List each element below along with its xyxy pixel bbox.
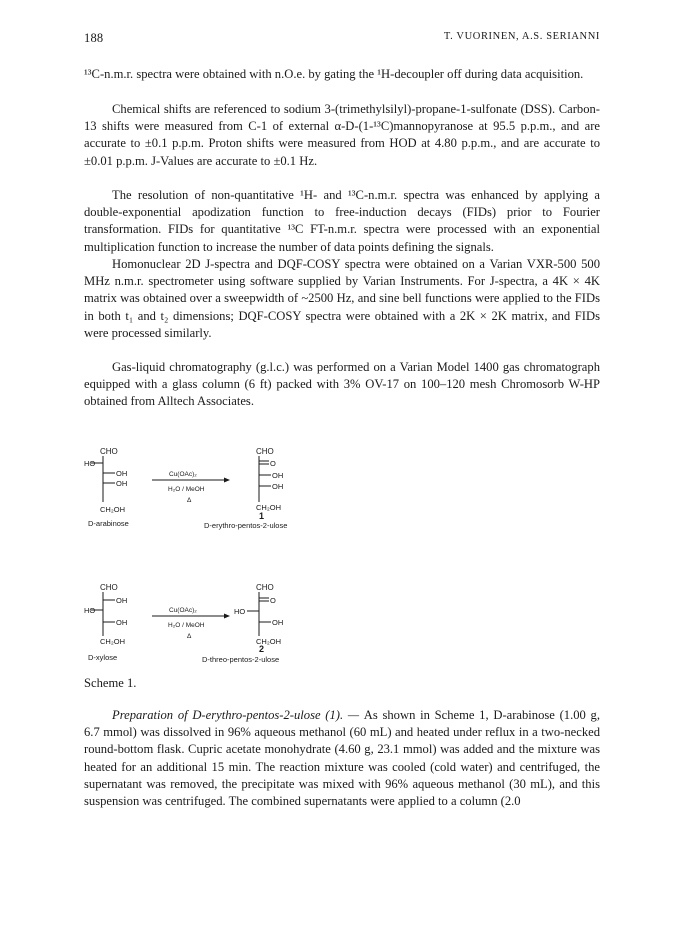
reaction-2-solvent: H₂O / MeOH [168,622,205,629]
d-arabinose-structure [84,447,129,528]
product-1-structure [204,447,287,530]
running-authors: T. VUORINEN, A.S. SERIANNI [443,31,600,42]
paragraph-preparation: Preparation of D-erythro-pentos-2-ulose (1). — As shown in Scheme 1, D-arabinose (1.00 g, 6.7 mmol) was dissolved in 96% aqueous methanol (60 mL) and heated under reflux in a two-necked round-bottom flask. Cupric acetate monohydrate (4.60 g, 23.1 mmol) was added and the mixture was heated for an additional 15 min. The reaction mixture was cooled (cold water) and centrifuged, the supernatant was removed, the precipitate was mixed with 96% aqueous methanol (30 mL), and this suspension was centrifuged. The combined supernatants were applied to a column (2.0 [84,708,601,809]
preparation-heading: Preparation of D-erythro-pentos-2-ulose (1). — [112,708,364,722]
product-2-ho: HO [234,607,246,616]
product-1-carbonyl: O [270,459,276,468]
product-2-bottom-group: CH₂OH [256,637,281,646]
product-2-structure [202,583,283,664]
reaction-1-arrow [152,471,230,504]
reaction-2-reagent: Cu(OAc)₂ [169,607,197,614]
arabinose-bottom-group: CH₂OH [100,505,125,514]
paragraph-chemical-shifts: Chemical shifts are referenced to sodium 3-(trimethylsilyl)-propane-1-sulfonate (DSS). Carbon-13 shifts were measured from C-1 of external α-D-(1-¹³C)mannopyranose at 95.5 p.p.m., and are accurate to ±0.1 p.p.m. Proton shifts were measured from HOD at 4.80 p.p.m., and are accurate to ±0.01 p.p.m. J-Values are accurate to ±0.1 Hz. [84,102,600,168]
xylose-oh-1: OH [116,596,128,605]
product-2-number: 2 [259,644,265,654]
arabinose-name: D-arabinose [88,519,129,528]
product-1-name: D-erythro-pentos-2-ulose [204,521,288,530]
arabinose-oh-2: OH [116,479,128,488]
reaction-1-reagent: Cu(OAc)₂ [169,471,197,478]
product-2-name: D-threo-pentos-2-ulose [202,655,280,664]
reaction-2-heat: Δ [187,633,192,640]
xylose-name: D-xylose [88,653,118,662]
d-xylose-structure [84,583,127,662]
product-2-oh: OH [272,618,284,627]
reaction-2-arrow [152,607,230,640]
page-number: 188 [84,31,104,45]
product-2-top-group: CHO [256,583,274,592]
running-header [84,31,600,49]
arabinose-oh-1: OH [116,469,128,478]
scheme-caption: Scheme 1. [84,676,137,690]
xylose-top-group: CHO [100,583,118,592]
arabinose-ho: HO [84,459,96,468]
paragraph-glc: Gas-liquid chromatography (g.l.c.) was performed on a Varian Model 1400 gas chromatograph equipped with a glass column (6 ft) packed with 3% OV-17 on 100–120 mesh Chromosorb W-HP obtained from Alltech Associates. [84,360,600,409]
product-1-oh-1: OH [272,471,284,480]
product-1-number: 1 [259,511,265,521]
product-1-oh-2: OH [272,482,284,491]
product-2-carbonyl: O [270,596,276,605]
product-1-bottom-group: CH₂OH [256,503,281,512]
paragraph-2d-spectra: Homonuclear 2D J-spectra and DQF-COSY spectra were obtained on a Varian VXR-500 500 MHz n.m.r. spectrometer using software supplied by Varian Instruments. For J-spectra, a 4K × 4K matrix was obtained over a sweepwidth of ~2500 Hz, and sine bell functions were applied to the FIDs in both t₁ and t₂ dimensions; DQF-COSY spectra were obtained with a 2K × 2K matrix, and FIDs were processed similarly. [84,257,600,340]
xylose-ho: HO [84,606,96,615]
paragraph-nmr-acquisition: ¹³C-n.m.r. spectra were obtained with n.O.e. by gating the ¹H-decoupler off during data acquisition. [84,67,584,81]
scheme-1-figure [84,440,384,670]
product-1-top-group: CHO [256,447,274,456]
arabinose-top-group: CHO [100,447,118,456]
reaction-1-heat: Δ [187,497,192,504]
xylose-bottom-group: CH₂OH [100,637,125,646]
paragraph-resolution: The resolution of non-quantitative ¹H- and ¹³C-n.m.r. spectra was enhanced by applying a double-exponential apodization function to free-induction decays (FIDs) prior to Fourier transformation. FIDs for quantitative ¹³C FT-n.m.r. spectra were processed with an exponential multiplication function to increase the number of data points defining the signals. [84,188,600,254]
xylose-oh-2: OH [116,618,128,627]
reaction-1-solvent: H₂O / MeOH [168,486,205,493]
